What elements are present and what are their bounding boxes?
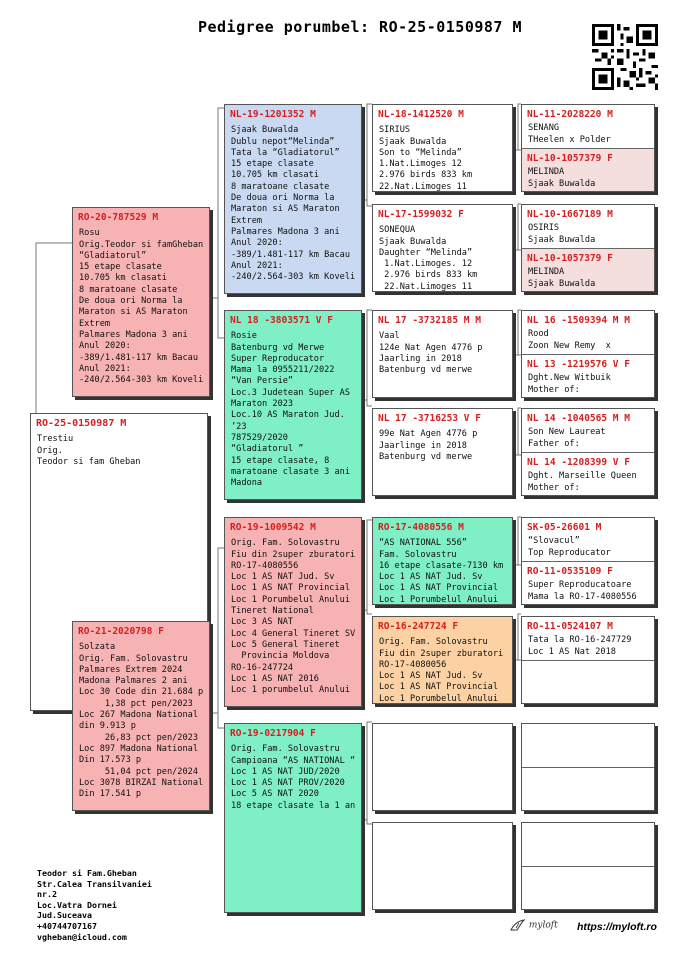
dam-details: Solzata Orig. Fam. Solovastru Palmares Extrem 2024 Madona Palmares 2 ani Loc 30 Code din 21.684 p 1,38 pct pen/2023 Loc 267 Madona National din 9.913 p 26,83 pct pen/2023 Loc 897 Madona National Din 17.573 p 51,04 pct pen/2024 Loc 3078 BIRZAI National Din 17.541 p (79, 642, 204, 800)
gen4-card-8 (372, 822, 513, 910)
gen5-details-7: Son New Laureat Father of: (528, 427, 606, 449)
gen3-ring-2: NL 18 -3803571 V F (230, 315, 333, 326)
gen4-card-4 (372, 408, 513, 496)
gen3-card-4 (224, 723, 362, 913)
gen3-card-3 (224, 517, 362, 707)
gen5-pair-2 (521, 204, 655, 292)
gen5-ring-10: RO-11-0535109 F (527, 566, 613, 577)
gen5-pair-3 (521, 310, 655, 398)
gen5-pair-5 (521, 517, 655, 605)
gen4-ring-5: RO-17-4080556 M (378, 522, 464, 533)
gen4-details-1: SIRIUS Sjaak Buwalda Son to “Melinda” 1.Nat.Limoges 12 2.976 birds 833 km 22.Nat.Limoges 11 (379, 125, 473, 192)
gen4-details-4: 99e Nat Agen 4776 p Jaarlinge in 2018 Batenburg vd merwe (379, 429, 478, 462)
gen5-ring-16 (522, 867, 654, 874)
owner-contact: Teodor si Fam.Gheban Str.Calea Transilvaniei nr.2 Loc.Vatra Dornei Jud.Suceava +40744707167 vgheban@icloud.com (37, 868, 152, 942)
gen5-ring-12 (522, 661, 654, 668)
gen4-ring-7 (373, 724, 512, 731)
gen4-details-2: SONEQUA Sjaak Buwalda Daughter “Melinda” 1.Nat.Limoges. 12 2.976 birds 833 km 22.Nat.Limoges 11 (379, 225, 478, 292)
gen3-details-4: Orig. Fam. Solovastru Campioana “AS NATIONAL “ Loc 1 AS NAT JUD/2020 Loc 1 AS NAT PROV/2020 Loc 5 AS NAT 2020 18 etape clasate la 1 an (231, 744, 356, 811)
gen4-details-7 (373, 731, 512, 733)
gen5-details-8: Dght. Marseille Queen Mother of: (528, 471, 637, 493)
gen5-ring-4: NL-10-1057379 F (527, 253, 613, 264)
sire-details: Rosu Orig.Teodor si famGheban “Gladiatorul” 15 etape clasate 10.705 km clasati 8 maratoane clasate De doua ori Norma la Maraton si AS Maraton Extrem Palmares Madona 3 ani Anul 2020: -389/1.481-117 km Bacau Anul 2021: -240/2.564-303 km Koveli (79, 228, 204, 386)
myloft-logo (510, 918, 558, 932)
gen4-ring-1: NL-18-1412520 M (378, 109, 464, 120)
gen4-card-2 (372, 204, 513, 292)
pigeon-logo-icon (510, 918, 526, 932)
subject-ring: RO-25-0150987 M (36, 418, 127, 429)
gen3-card-1 (224, 104, 362, 294)
sire-ring: RO-20-787529 M (78, 212, 159, 223)
gen4-ring-8 (373, 823, 512, 830)
gen4-card-5 (372, 517, 513, 605)
gen4-card-3 (372, 310, 513, 398)
gen5-ring-15 (522, 823, 654, 830)
gen5-pair-6 (521, 616, 655, 704)
gen4-details-3: Vaal 124e Nat Agen 4776 p Jaarling in 2018 Batenburg vd merwe (379, 331, 483, 376)
gen5-details-11: Tata la RO-16-247729 Loc 1 AS Nat 2018 (528, 635, 632, 657)
gen4-details-8 (373, 830, 512, 832)
gen5-ring-14 (522, 768, 654, 775)
gen4-ring-4: NL 17 -3716253 V F (378, 413, 481, 424)
gen4-card-7 (372, 723, 513, 811)
gen5-details-10: Super Reproducatoare Mama la RO-17-4080556 (528, 580, 637, 602)
gen5-details-4: MELINDA Sjaak Buwalda (528, 267, 596, 289)
gen4-ring-3: NL 17 -3732185 M M (378, 315, 481, 326)
logo-text: myloft (528, 920, 558, 931)
gen5-details-2: MELINDA Sjaak Buwalda (528, 167, 596, 189)
gen5-ring-13 (522, 724, 654, 731)
gen4-card-1 (372, 104, 513, 192)
gen5-details-5: Rood Zoon New Remy x (528, 329, 611, 351)
gen5-ring-2: NL-10-1057379 F (527, 153, 613, 164)
gen3-ring-3: RO-19-1009542 M (230, 522, 316, 533)
gen5-ring-7: NL 14 -1040565 M M (527, 413, 630, 424)
gen5-details-9: “Slovacul” Top Reproducator (528, 536, 611, 558)
subject-details: Trestiu Orig. Teodor si fam Gheban (37, 434, 141, 467)
gen4-details-5: “AS NATIONAL 556” Fam. Solovastru 16 etape clasate-7130 km Loc 1 AS NAT Jud. Sv Loc 1 AS NAT Provincial Loc 1 Porumbelul Anului (379, 538, 504, 605)
gen5-details-3: OSIRIS Sjaak Buwalda (528, 223, 596, 245)
gen5-details-1: SENANG THeelen x Polder (528, 123, 611, 145)
gen5-ring-5: NL 16 -1509394 M M (527, 315, 630, 326)
dam-ring: RO-21-2020798 F (78, 626, 164, 637)
gen5-pair-4 (521, 408, 655, 496)
gen5-ring-1: NL-11-2028220 M (527, 109, 613, 120)
gen5-details-6: Dght.New Witbuik Mother of: (528, 373, 611, 395)
dam-card (72, 621, 210, 811)
gen5-ring-11: RO-11-0524107 M (527, 621, 613, 632)
gen4-ring-6: RO-16-247724 F (378, 621, 459, 632)
gen4-card-6 (372, 616, 513, 704)
gen3-details-3: Orig. Fam. Solovastru Fiu din 2super zburatori RO-17-4080556 Loc 1 AS NAT Jud. Sv Loc 1 AS NAT Provincial Loc 1 Porumbelul Anului Tineret National Loc 3 AS NAT Loc 4 General Tineret SV Loc 5 General Tineret Provincia Moldova RO-16-247724 Loc 1 AS NAT 2016 Loc 1 porumbelul Anului (231, 538, 356, 696)
gen3-ring-4: RO-19-0217904 F (230, 728, 316, 739)
gen4-details-6: Orig. Fam. Solovastru Fiu din 2super zburatori RO-17-4080056 Loc 1 AS NAT Jud. Sv Loc 1 AS NAT Provincial Loc 1 Porumbelul Anului (379, 637, 504, 704)
gen5-pair-7 (521, 723, 655, 811)
gen3-details-2: Rosie Batenburg vd Merwe Super Reproducator Mama la 0955211/2022 “Van Persie” Loc.3 Judetean Super AS Maraton 2023 Loc.10 AS Maraton Jud. ’23 787529/2020 “Gladiatorul ” 15 etape clasate, 8 maratoane clasate 3 ani Madona (231, 331, 350, 489)
gen5-ring-6: NL 13 -1219576 V F (527, 359, 630, 370)
sire-card (72, 207, 210, 397)
gen3-card-2 (224, 310, 362, 500)
page-title: Pedigree porumbel: RO-25-0150987 M (197, 18, 523, 36)
gen5-pair-8 (521, 822, 655, 910)
website-link[interactable]: https://myloft.ro (577, 921, 657, 933)
gen4-ring-2: NL-17-1599032 F (378, 209, 464, 220)
gen5-ring-9: SK-05-26601 M (527, 522, 602, 533)
gen5-ring-3: NL-10-1667189 M (527, 209, 613, 220)
gen3-details-1: Sjaak Buwalda Dublu nepot“Melinda” Tata la “Gladiatorul” 15 etape clasate 10.705 km clasati 8 maratoane clasate De doua ori Norma la Maraton si AS Maraton Extrem Palmares Madona 3 ani Anul 2020: -389/1.481-117 km Bacau Anul 2021: -240/2.564-303 km Koveli (231, 125, 356, 283)
gen5-pair-1 (521, 104, 655, 192)
gen3-ring-1: NL-19-1201352 M (230, 109, 316, 120)
gen5-ring-8: NL 14 -1208399 V F (527, 457, 630, 468)
